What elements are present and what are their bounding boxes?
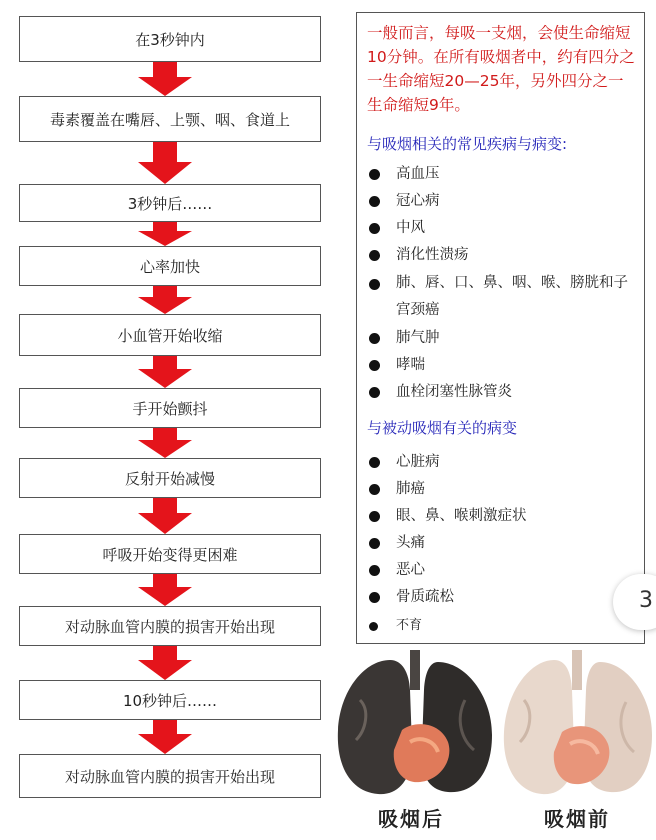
- smoker-lung-image: [330, 650, 500, 800]
- down-arrow-icon: [136, 646, 194, 680]
- down-arrow-icon: [136, 428, 194, 458]
- section-title-passive-smoking: 与被动吸烟有关的病变: [367, 419, 518, 437]
- down-arrow-icon: [136, 62, 194, 96]
- bullet-icon: [369, 484, 380, 495]
- page-number: 3: [639, 588, 653, 613]
- bullet-icon: [369, 387, 380, 398]
- flow-step: 小血管开始收缩: [19, 314, 321, 356]
- after-smoking-caption: 吸烟后: [378, 807, 444, 831]
- flow-step: 毒素覆盖在嘴唇、上颚、咽、食道上: [19, 96, 321, 142]
- flow-step: 在3秒钟内: [19, 16, 321, 62]
- down-arrow-icon: [136, 574, 194, 606]
- bullet-icon: [369, 511, 380, 522]
- bullet-icon: [369, 333, 380, 344]
- bullet-icon: [369, 592, 380, 603]
- down-arrow-icon: [136, 222, 194, 246]
- down-arrow-icon: [136, 142, 194, 184]
- flow-step: 对动脉血管内膜的损害开始出现: [19, 606, 321, 646]
- section-title-smoking-diseases: 与吸烟相关的常见疾病与病变:: [367, 135, 568, 153]
- bullet-icon: [369, 457, 380, 468]
- bullet-icon: [369, 196, 380, 207]
- info-panel: 一般而言，每吸一支烟，会使生命缩短10分钟。在所有吸烟者中，约有四分之一生命缩短20—25年，另外四分之一生命缩短9年。 与吸烟相关的常见疾病与病变: 高血压 冠心病 中风 消化性溃疡 肺、唇、口、鼻、咽、喉、膀胱和子宫颈癌 肺气肿 哮喘 血栓闭塞性脉管炎 与被动吸烟有关的病变 心脏病 肺癌 眼、鼻、喉刺激症状 头痛 恶心 骨质疏松 不育: [356, 12, 645, 644]
- bullet-icon: [369, 360, 380, 371]
- down-arrow-icon: [136, 286, 194, 314]
- bullet-icon: [369, 565, 380, 576]
- down-arrow-icon: [136, 498, 194, 534]
- flow-step: 3秒钟后……: [19, 184, 321, 222]
- down-arrow-icon: [136, 356, 194, 388]
- bullet-icon: [369, 538, 380, 549]
- bullet-icon: [369, 250, 380, 261]
- healthy-lung-image: [496, 650, 656, 800]
- bullet-icon: [369, 279, 380, 290]
- before-smoking-caption: 吸烟前: [544, 807, 610, 831]
- down-arrow-icon: [136, 720, 194, 754]
- flow-step: 反射开始减慢: [19, 458, 321, 498]
- flow-step: 呼吸开始变得更困难: [19, 534, 321, 574]
- flow-step: 心率加快: [19, 246, 321, 286]
- intro-text: 一般而言，每吸一支烟，会使生命缩短10分钟。在所有吸烟者中，约有四分之一生命缩短20—25年，另外四分之一生命缩短9年。: [367, 24, 635, 114]
- flow-step: 10秒钟后……: [19, 680, 321, 720]
- bullet-icon: [369, 622, 378, 631]
- bullet-icon: [369, 223, 380, 234]
- flow-step: 手开始颤抖: [19, 388, 321, 428]
- flow-step: 对动脉血管内膜的损害开始出现: [19, 754, 321, 798]
- bullet-icon: [369, 169, 380, 180]
